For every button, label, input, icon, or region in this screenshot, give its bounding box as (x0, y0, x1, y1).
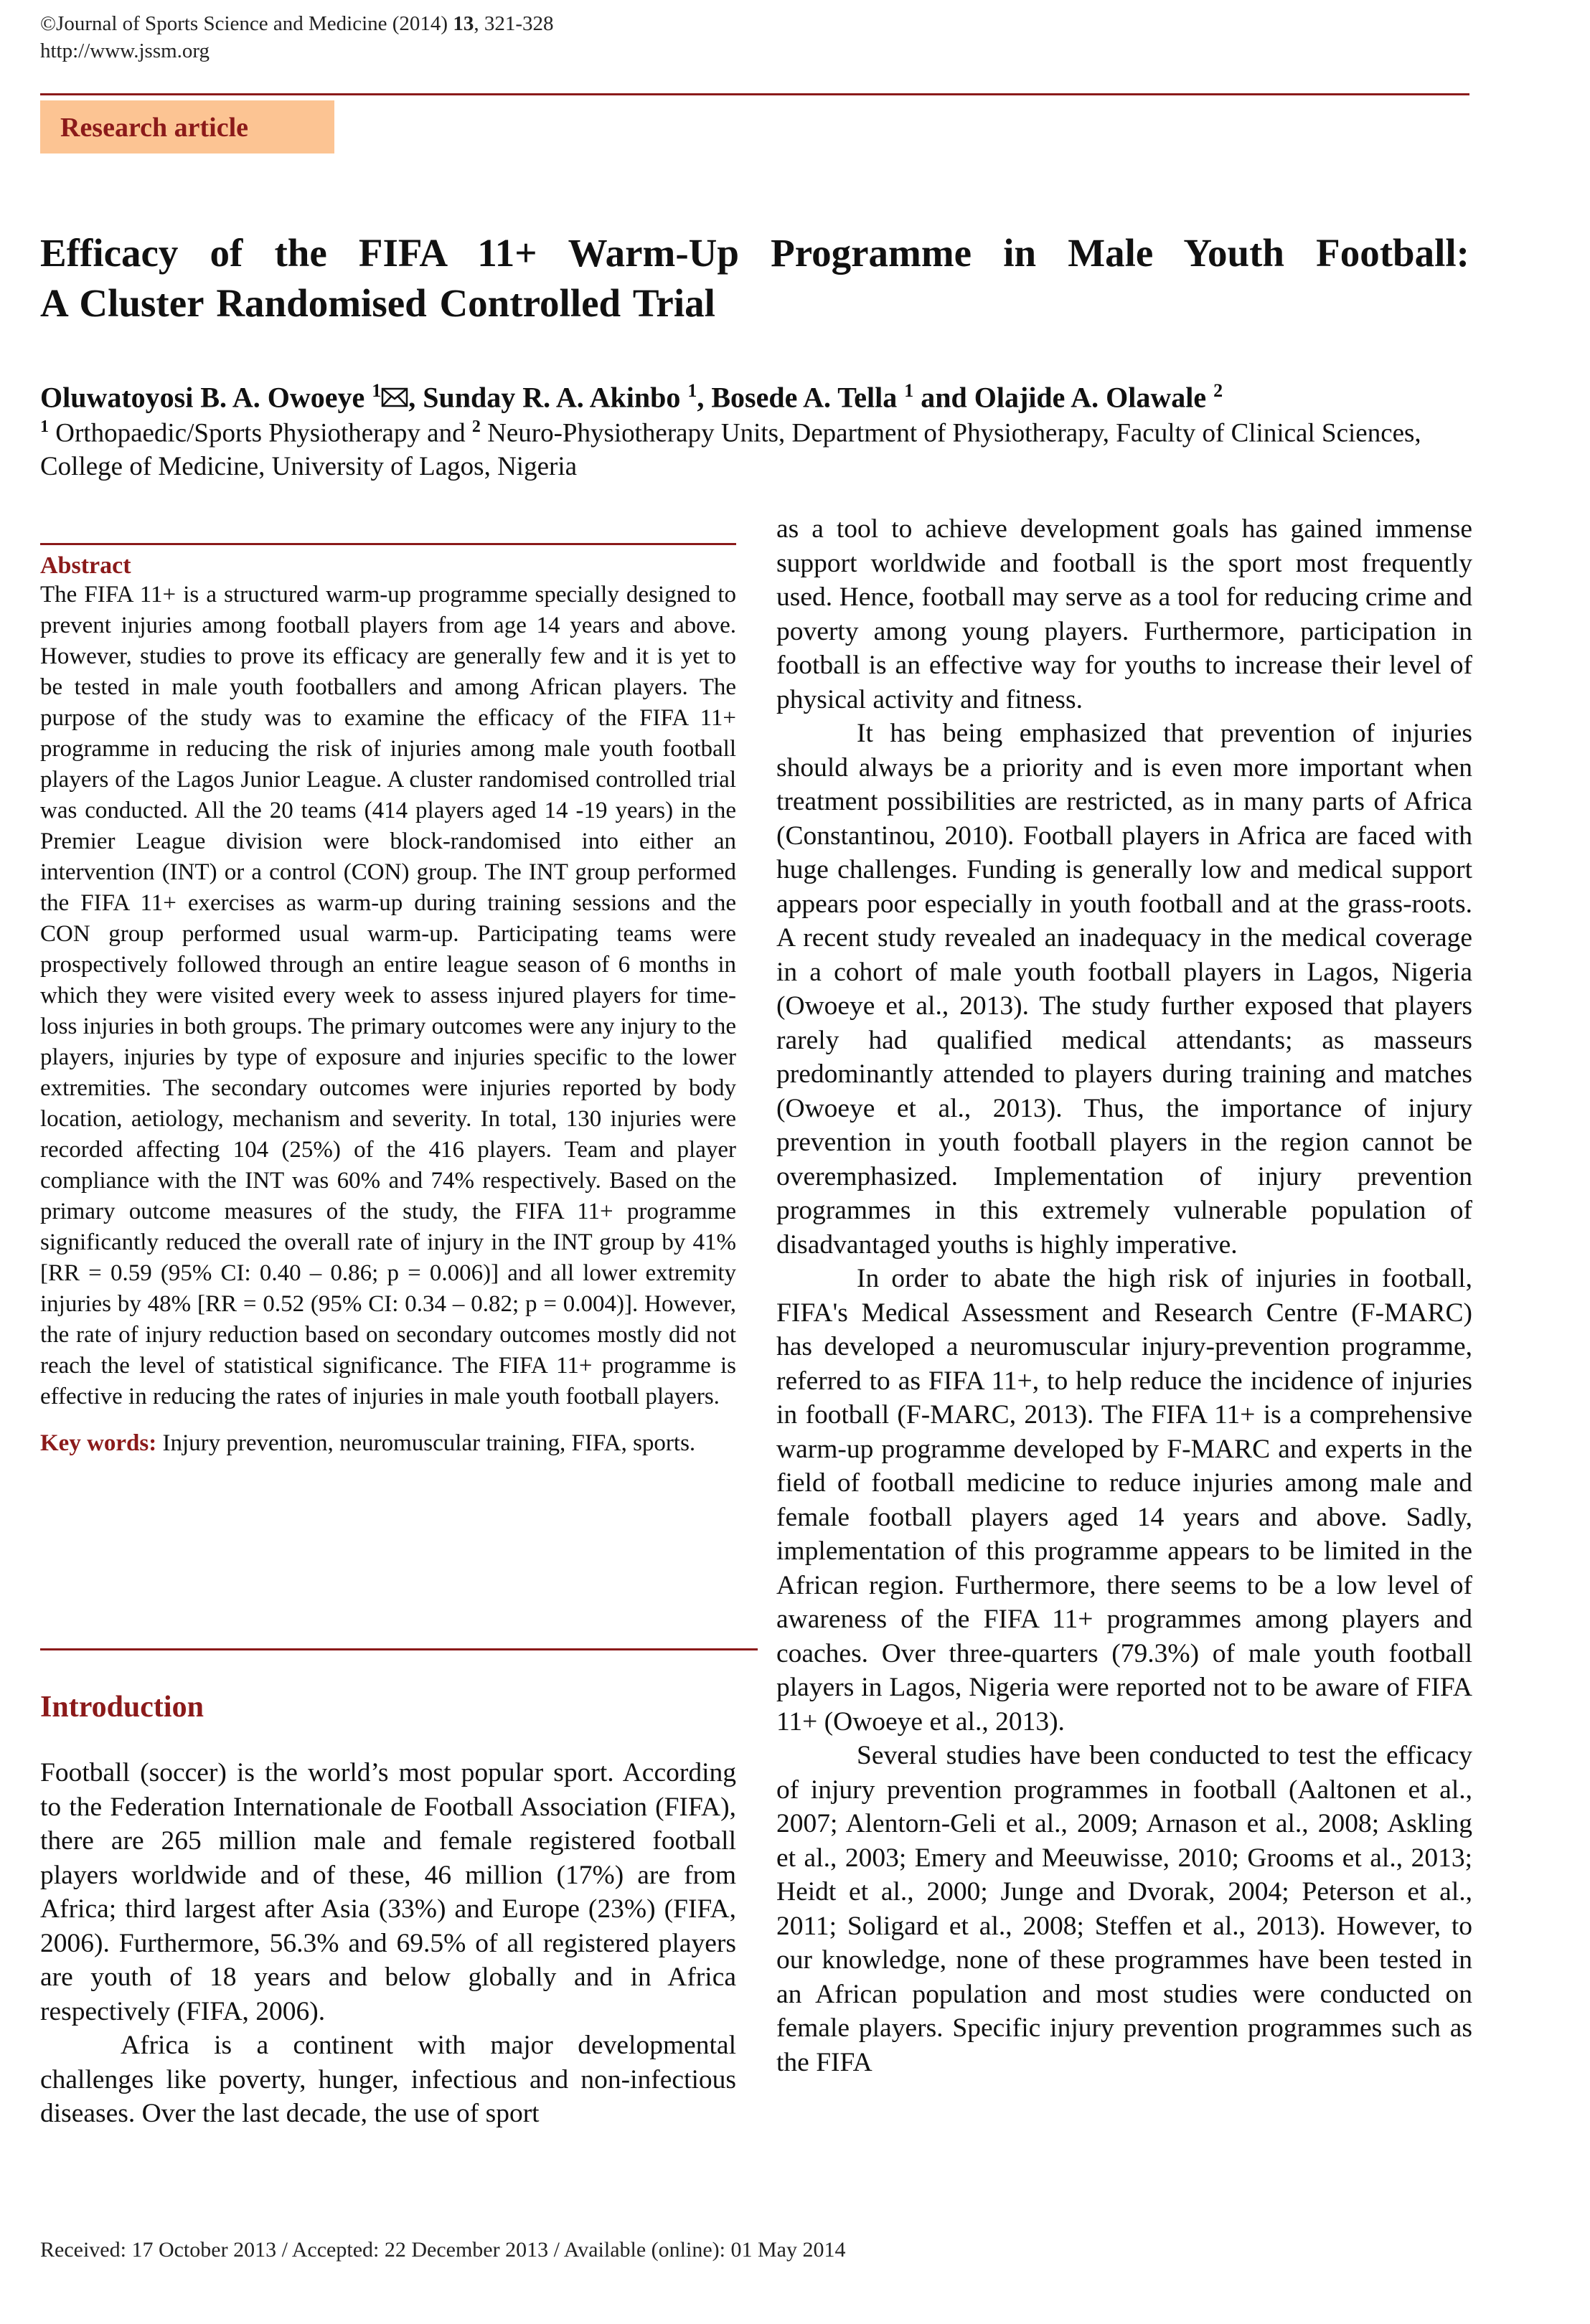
right-paragraph-1: as a tool to achieve development goals has gained immense support worldwide and football is the sport most frequently used. Hence, football may serve as a tool for reducing crime and poverty among young players. Furthermore, participation in football is an effective way for youths to increase their level of physical activity and fitness. (776, 514, 1472, 714)
abstract-top-rule (40, 543, 736, 545)
journal-url[interactable]: http://www.jssm.org (40, 39, 210, 62)
author-list: Oluwatoyosi B. A. Owoeye $^1$ , Sunday R. A. Akinbo $^1$, Bosede A. Tella $^1$ and Olajide A. Olawale $^2$ (40, 380, 1223, 414)
header-rule (40, 93, 1469, 95)
abstract-section (40, 552, 736, 1459)
abstract-text: The FIFA 11+ is a structured warm-up programme specially designed to prevent injuries among football players from age 14 years and above. However, studies to prove its efficacy are generally few and it is yet to be tested in male youth footballers and among African players. The purpose of the study was to examine the efficacy of the FIFA 11+ programme in reducing the risk of injuries among male youth football players of the Lagos Junior League. A cluster randomised controlled trial was conducted. All the 20 teams (414 players aged 14 -19 years) in the Premier League division were block-randomised into either an intervention (INT) or a control (CON) group. The INT group performed the FIFA 11+ exercises as warm-up during training sessions and the CON group performed usual warm-up. Participating teams were prospectively followed through an entire league season of 6 months in which they were visited every week to assess injured players for time-loss injuries in both groups. The primary outcomes were any injury to the players, injuries by type of exposure and injuries specific to the lower extremities. The secondary outcomes were injuries reported by body location, aetiology, mechanism and severity. In total, 130 injuries were recorded affecting 104 (25%) of the 416 players. Team and player compliance with the INT was 60% and 74% respectively. Based on the primary outcome measures of the study, the FIFA 11+ programme significantly reduced the overall rate of injury in the INT group by 41% [RR = 0.59 (95% CI: 0.40 – 0.86; p = 0.006)] and all lower extremity injuries by 48% [RR = 0.52 (95% CI: 0.34 – 0.82; p = 0.004)]. However, the rate of injury reduction based on secondary outcomes mostly did not reach the level of statistical significance. The FIFA 11+ programme is effective in reducing the rates of injuries in male youth football players. (40, 582, 736, 1409)
affiliation: $^1$ Orthopaedic/Sports Physiotherapy and $^2$ Neuro-Physiotherapy Units, Department of Physiotherapy, Faculty of Clinical Sciences, College of Medicine, University of Lagos, Nigeria (40, 417, 1421, 482)
envelope-icon[interactable] (381, 387, 408, 408)
introduction-section (40, 1690, 736, 2131)
title-line-1: Efficacy of the FIFA 11+ Warm-Up Programme in Male Youth Football: (40, 231, 1469, 275)
volume-number: 13 (453, 12, 474, 35)
title-line-2: A Cluster Randomised Controlled Trial (40, 281, 715, 325)
introduction-heading: Introduction (40, 1691, 204, 1724)
intro-paragraph-1: Football (soccer) is the world’s most popular sport. According to the Federation Internationale de Football Association (FIFA), there are 265 million male and female registered football players worldwide and of these, 46 million (17%) are from Africa; third largest after Asia (33%) and Europe (23%) (FIFA, 2006). Furthermore, 56.3% and 69.5% of all registered players are youth of 18 years and below globally and in Africa respectively (FIFA, 2006). (40, 1758, 736, 2026)
keywords-label: Key words: (40, 1430, 157, 1456)
intro-paragraph-2: Africa is a continent with major developmental challenges like poverty, hunger, infectious and non-infectious diseases. Over the last decade, the use of sport (40, 2031, 736, 2128)
article-title (40, 228, 1469, 329)
right-paragraph-4: Several studies have been conducted to test the efficacy of injury prevention programmes in football (Aaltonen et al., 2007; Alentorn-Geli et al., 2009; Arnason et al., 2008; Askling et al., 2003; Emery and Meeuwisse, 2010; Grooms et al., 2013; Heidt et al., 2000; Junge and Dvorak, 2004; Peterson et al., 2011; Soligard et al., 2008; Steffen et al., 2013). However, to our knowledge, none of these programmes have been tested in an African population and most studies were conducted on female players. Specific injury prevention programmes such as the FIFA (776, 1741, 1472, 2077)
received-dates: Received: 17 October 2013 / Accepted: 22 December 2013 / Available (online): 01 May 2014 (40, 2238, 846, 2262)
right-column (776, 512, 1472, 2079)
abstract-heading: Abstract (40, 552, 131, 579)
right-paragraph-3: In order to abate the high risk of injuries in football, FIFA's Medical Assessment and Research Centre (F-MARC) has developed a neuromuscular injury-prevention programme, referred to as FIFA 11+, to help reduce the incidence of injuries in football (F-MARC, 2013). The FIFA 11+ is a comprehensive warm-up programme developed by F-MARC and experts in the field of football medicine to reduce injuries among male and female football players aged 14 years and above. Sadly, implementation of this programme appears to be limited in the African region. Furthermore, there seems to be a low level of awareness of the FIFA 11+ programmes among players and coaches. Over three-quarters (79.3%) of male youth football players in Lagos, Nigeria were reported not to be aware of FIFA 11+ (Owoeye et al., 2013). (776, 1264, 1472, 1737)
keywords: Key words: Injury prevention, neuromuscular training, FIFA, sports. (40, 1430, 696, 1456)
journal-citation: ©Journal of Sports Science and Medicine (2014) 13, 321-328 (40, 12, 554, 35)
article-type-label: Research article (60, 113, 249, 143)
abstract-bottom-rule (40, 1648, 758, 1650)
right-paragraph-2: It has being emphasized that prevention of injuries should always be a priority and is even more important when treatment possibilities are restricted, as in many parts of Africa (Constantinou, 2010). Football players in Africa are faced with huge challenges. Funding is generally low and medical support appears poor especially in youth football and at the grass-roots. A recent study revealed an inadequacy in the medical coverage in a cohort of male youth football players in Lagos, Nigeria (Owoeye et al., 2013). The study further exposed that players rarely had qualified medical attendants; as masseurs predominantly attended to players during training and matches (Owoeye et al., 2013). Thus, the importance of injury prevention in youth football players in the region cannot be overemphasized. Implementation of injury prevention programmes in this extremely vulnerable population of disadvantaged youths is highly imperative. (776, 719, 1472, 1260)
article-type-badge (40, 100, 334, 153)
